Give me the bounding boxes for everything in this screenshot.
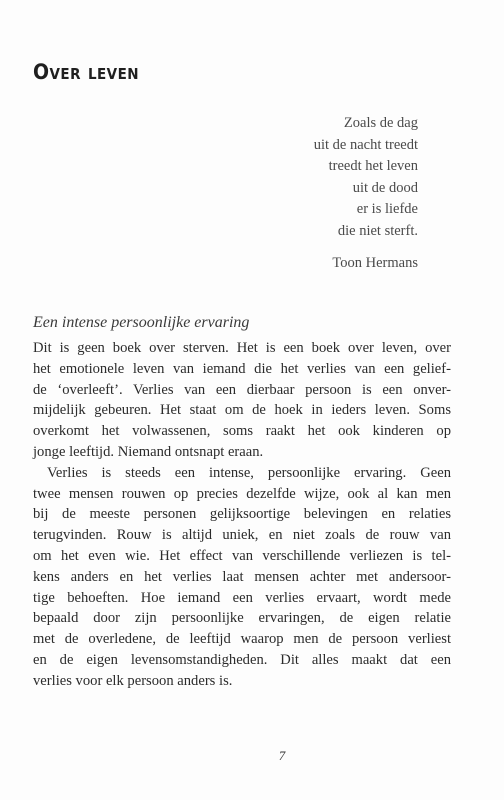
poem-line: die niet sterft. <box>337 222 418 239</box>
poem-line: er is liefde <box>356 201 418 217</box>
text-line: Dit is geen boek over sterven. Het is een boek over leven, over <box>33 340 451 356</box>
text-line: bij de meeste personen gelijksoortige belevingen en relaties <box>33 506 451 523</box>
text-line: om het even wie. Het effect van verschillende verliezen is tel- <box>33 547 451 564</box>
text-line: jonge leeftijd. Niemand ontsnapt eraan. <box>33 443 264 460</box>
section-heading: Een intense persoonlijke ervaring <box>33 314 250 331</box>
text-line: en de eigen levensomstandigheden. Dit alles maakt dat een <box>33 651 451 668</box>
body-text <box>33 338 451 692</box>
text-line: de ‘overleeft’. Verlies van een dierbaar persoon is een onver- <box>33 381 451 398</box>
text-line: overkomt het volwassenen, soms raakt het ook kinderen op <box>33 423 451 440</box>
text-line: Verlies is steeds een intense, persoonlijke ervaring. Geen <box>47 464 451 481</box>
poem-line: treedt het leven <box>328 158 418 174</box>
chapter-title: Over leven <box>33 60 140 84</box>
epigraph-author: Toon Hermans <box>332 255 418 271</box>
text-line: twee mensen rouwen op precies dezelfde wijze, ook al kan men <box>33 485 451 502</box>
text-line: bepaald door zijn persoonlijke ervaringen, de eigen relatie <box>33 610 451 627</box>
text-line: mijdelijk gebeuren. Het staat om de hoek in ieders leven. Soms <box>33 402 451 419</box>
poem-line: uit de dood <box>352 179 418 196</box>
text-line: verlies voor elk persoon anders is. <box>33 672 233 689</box>
page-number: 7 <box>278 748 286 763</box>
epigraph-poem <box>314 113 418 242</box>
poem-line: uit de nacht treedt <box>313 136 418 153</box>
text-line: kens anders en het verlies laat mensen achter met andersoor- <box>33 568 451 585</box>
poem-line: Zoals de dag <box>343 115 418 131</box>
text-line: tige behoeften. Hoe iemand een verlies ervaart, wordt mede <box>33 589 451 606</box>
text-line: terugvinden. Rouw is altijd uniek, en niet zoals de rouw van <box>33 527 451 544</box>
text-line: het emotionele leven van iemand die het verlies van een gelief- <box>33 360 451 377</box>
text-line: met de overledene, de leeftijd waarop men de persoon verliest <box>33 631 451 648</box>
